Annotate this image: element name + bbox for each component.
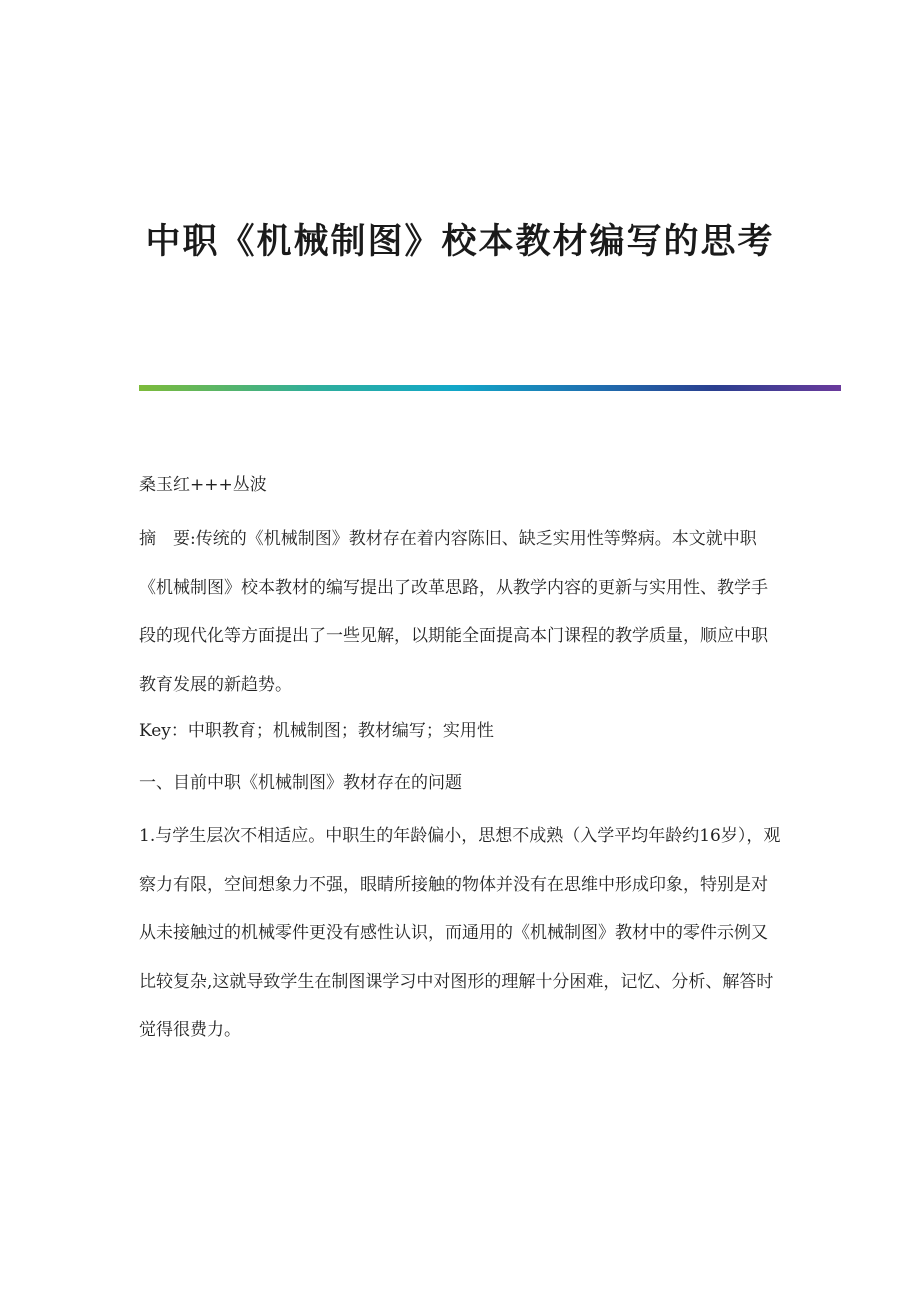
document-body xyxy=(139,470,784,1055)
section-1-paragraph-1: 1.与学生层次不相适应。中职生的年龄偏小，思想不成熟（入学平均年龄约16岁），观察力有限，空间想象力不强，眼睛所接触的物体并没有在思维中形成印象，特别是对从未接触过的机械零件更没有感性认识，而通用的《机械制图》教材中的零件示例又比较复杂,这就导致学生在制图课学习中对图形的理解十分困难，记忆、分析、解答时觉得很费力。 xyxy=(139,826,781,1040)
keywords-line: Key：中职教育；机械制图；教材编写；实用性 xyxy=(139,721,494,741)
abstract-paragraph: 摘 要:传统的《机械制图》教材存在着内容陈旧、缺乏实用性等弊病。本文就中职《机械制图》校本教材的编写提出了改革思路，从教学内容的更新与实用性、教学手段的现代化等方面提出了一些见解，以期能全面提高本门课程的教学质量，顺应中职教育发展的新趋势。 xyxy=(139,529,768,695)
document-title: 中职《机械制图》校本教材编写的思考 xyxy=(145,221,775,262)
section-heading-1: 一、目前中职《机械制图》教材存在的问题 xyxy=(139,773,462,793)
author-line: 桑玉红+++丛波 xyxy=(139,475,267,495)
title-divider xyxy=(139,385,841,391)
